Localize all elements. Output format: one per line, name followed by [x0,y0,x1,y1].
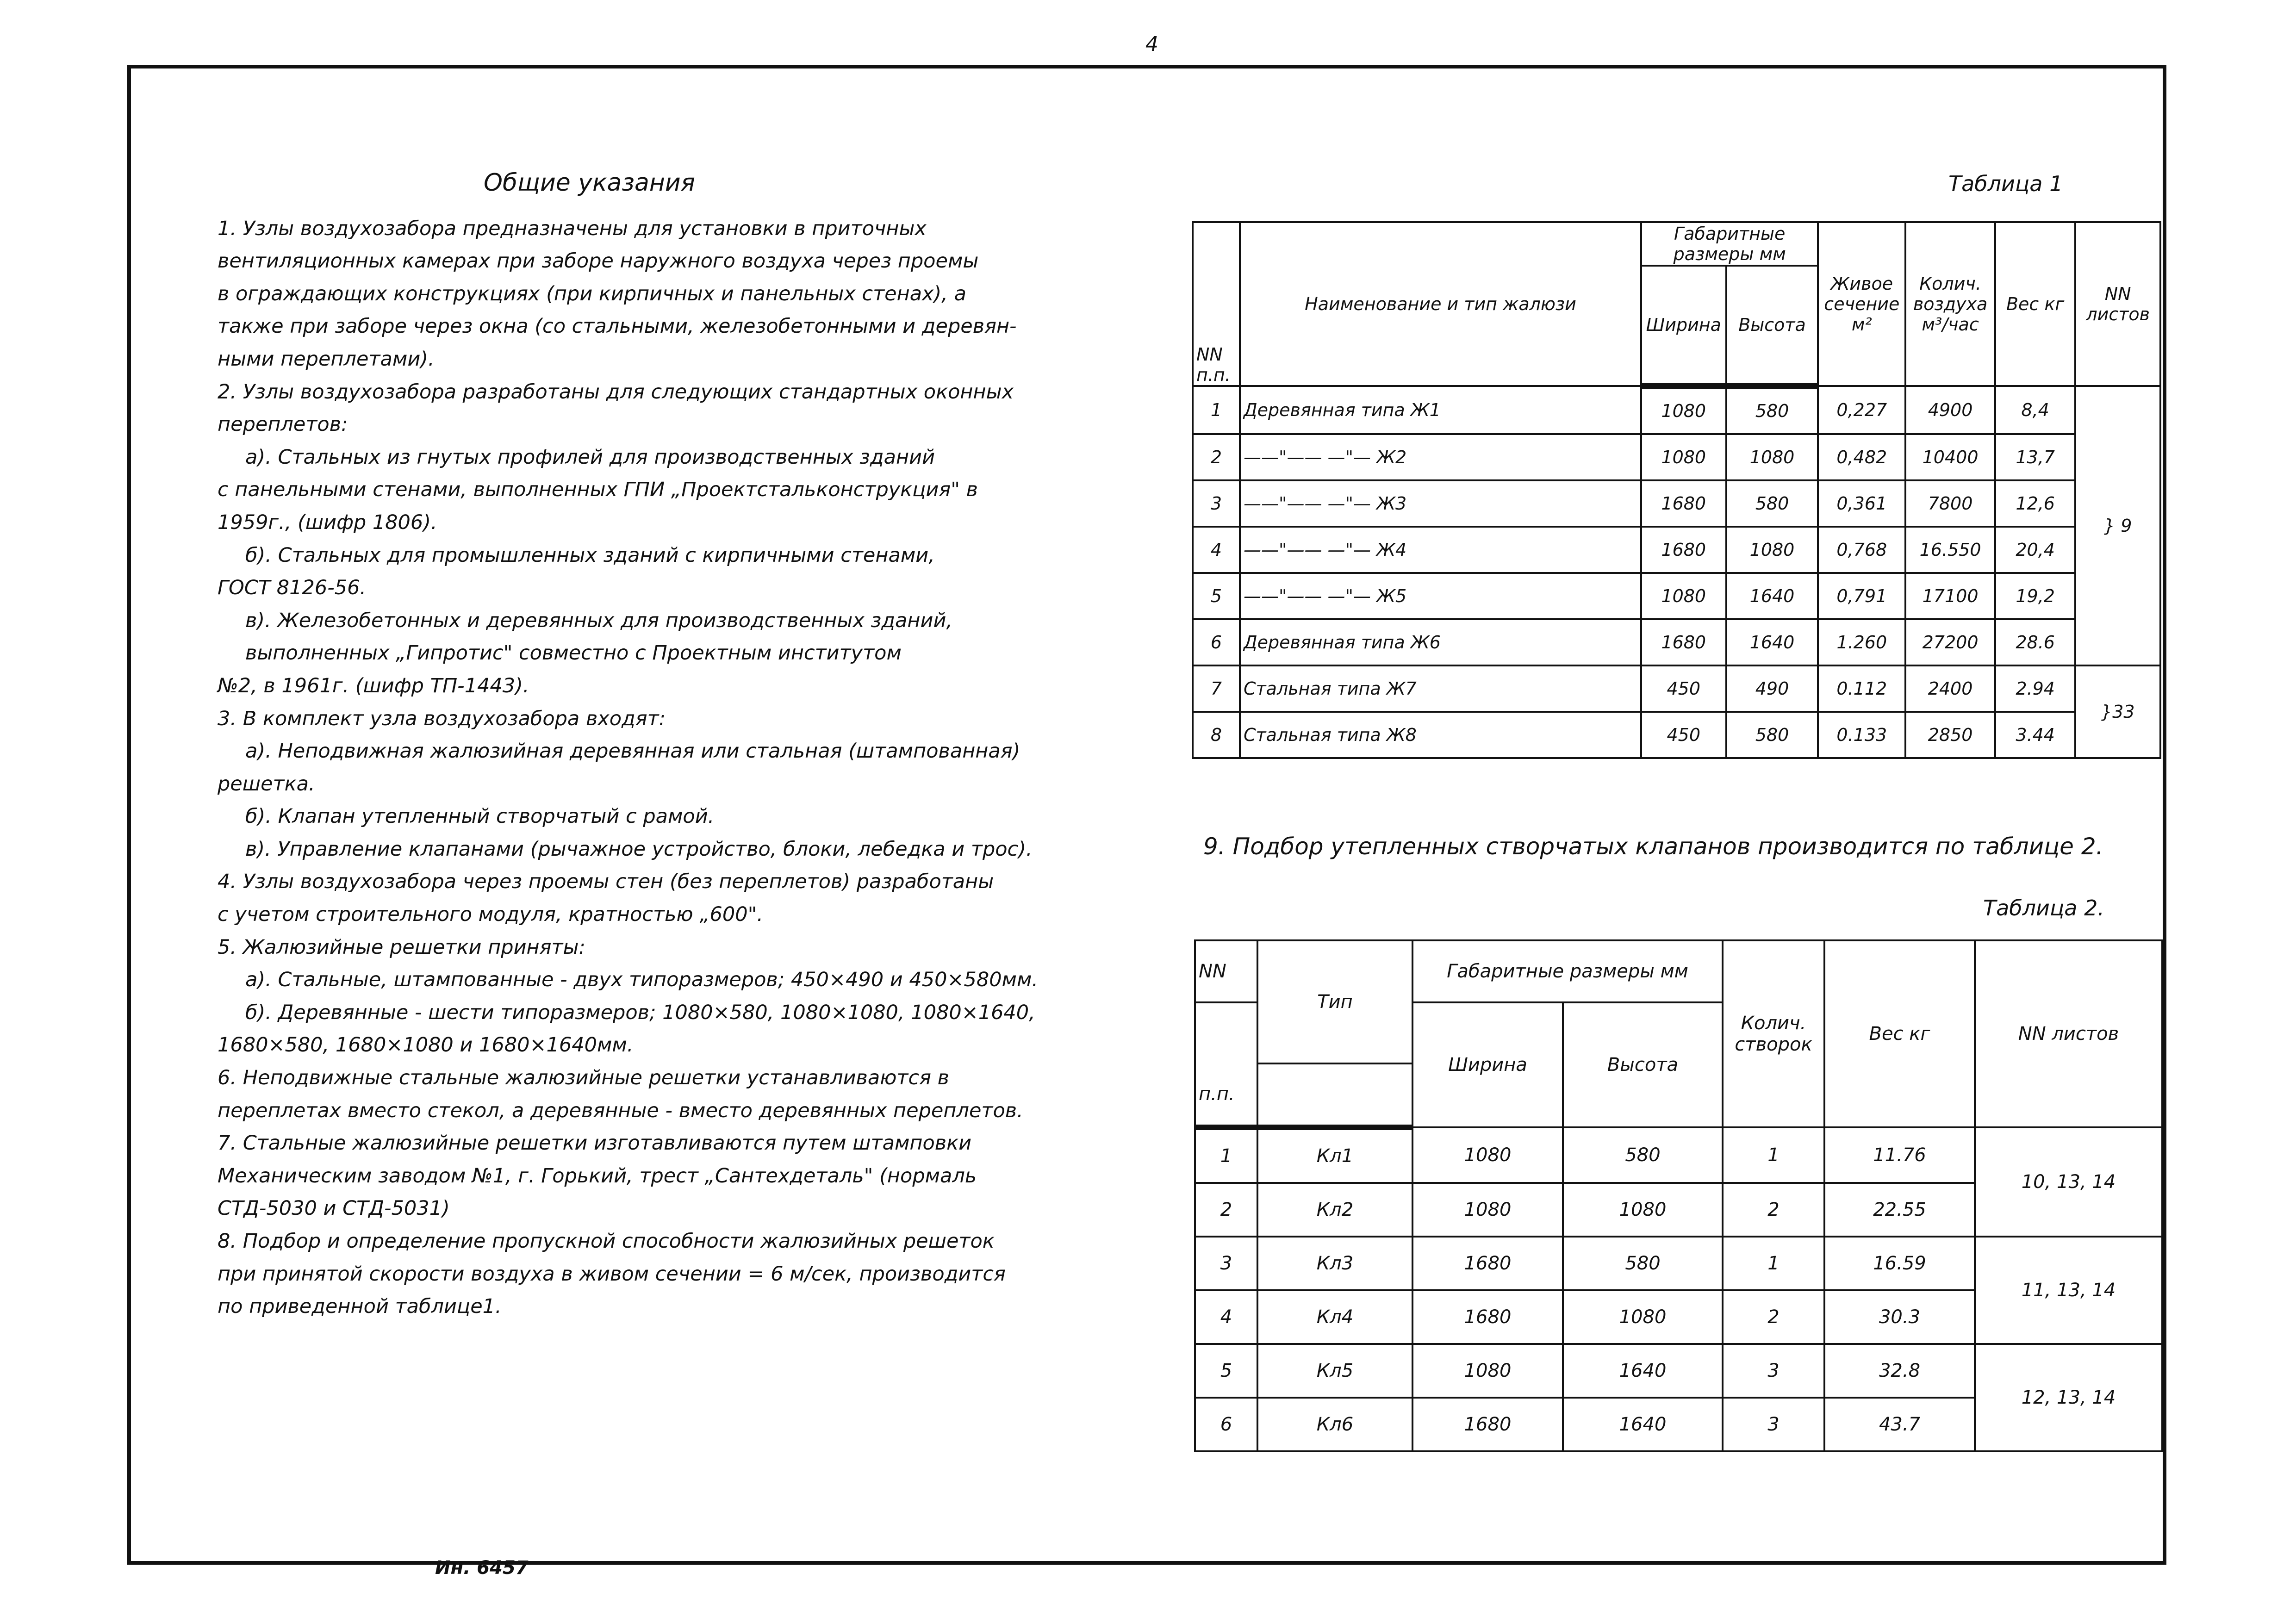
cell-height: 580 [1726,712,1818,758]
note-line: №2, в 1961г. (шифр ТП-1443). [218,674,529,697]
cell-num: 2 [1195,1183,1257,1237]
cell-width: 450 [1641,665,1726,712]
cell-width: 1080 [1412,1183,1563,1237]
cell-flaps: 1 [1723,1127,1824,1183]
note-line: в ограждающих конструкциях (при кирпичных и панельных стенах), а [218,282,966,305]
cell-weight: 30.3 [1824,1290,1975,1344]
col-header-num-cont [1195,1002,1257,1063]
cell-name: ——"—— —"— Ж3 [1240,480,1641,527]
cell-num: 7 [1193,665,1240,712]
col-header-num: NN п.п. [1193,222,1240,386]
cell-airflow: 10400 [1905,434,1995,480]
cell-area: 0,482 [1818,434,1905,480]
note-line: решетка. [218,772,315,796]
note-line: б). Клапан утепленный створчатый с рамой. [245,805,715,828]
cell-sheets-group: 12, 13, 14 [1975,1344,2162,1451]
col-header-area: Живое сечение м² [1818,222,1905,386]
cell-width: 1080 [1641,434,1726,480]
table2-caption: Таблица 2. [1983,895,2104,920]
valve-table [1194,939,2163,1452]
col-header-width: Ширина [1412,1002,1563,1127]
cell-height: 490 [1726,665,1818,712]
note-line: в). Управление клапанами (рычажное устройство, блоки, лебедка и трос). [245,837,1033,861]
note-line: 4. Узлы воздухозабора через проемы стен (без переплетов) разработаны [218,870,994,894]
cell-weight: 20,4 [1995,527,2075,573]
table-row [1193,712,2160,758]
louver-table [1192,221,2161,759]
cell-num: 4 [1193,527,1240,573]
cell-width: 1680 [1641,619,1726,665]
note-line: вентиляционных камерах при заборе наружного воздуха через проемы [218,249,979,273]
cell-flaps: 2 [1723,1290,1824,1344]
cell-width: 1080 [1412,1127,1563,1183]
note-line: 2. Узлы воздухозабора разработаны для следующих стандартных оконных [218,380,1014,404]
col-header-num: NN [1195,940,1257,1002]
cell-width: 1080 [1412,1344,1563,1398]
table-row [1193,619,2160,665]
cell-flaps: 1 [1723,1237,1824,1290]
cell-weight: 2.94 [1995,665,2075,712]
note-9: 9. Подбор утепленных створчатых клапанов производится по таблице 2. [1203,833,2103,860]
table-row [1193,386,2160,434]
cell-weight: 32.8 [1824,1344,1975,1398]
col-header-type-cont [1257,1063,1412,1127]
table-row [1193,665,2160,712]
cell-sheets-group: 11, 13, 14 [1975,1237,2162,1344]
cell-num: 1 [1195,1127,1257,1183]
col-header-weight: Вес кг [1995,222,2075,386]
table-row [1193,527,2160,573]
cell-weight: 19,2 [1995,573,2075,619]
cell-area: 0.133 [1818,712,1905,758]
col-header-type: Тип [1257,940,1412,1063]
cell-width: 450 [1641,712,1726,758]
cell-type: Кл6 [1257,1398,1412,1451]
col-header-name: Наименование и тип жалюзи [1240,222,1641,386]
cell-area: 0,227 [1818,386,1905,434]
cell-width: 1680 [1412,1398,1563,1451]
cell-num: 3 [1193,480,1240,527]
cell-type: Кл3 [1257,1237,1412,1290]
cell-name: Деревянная типа Ж1 [1240,386,1641,434]
cell-width: 1080 [1641,386,1726,434]
col-header-weight: Вес кг [1824,940,1975,1127]
cell-type: Кл2 [1257,1183,1412,1237]
note-line: б). Стальных для промышленных зданий с кирпичными стенами, [245,543,935,567]
cell-name: Стальная типа Ж8 [1240,712,1641,758]
note-line: а). Стальных из гнутых профилей для производственных зданий [245,445,935,469]
table-row [1195,1127,2162,1183]
note-line: 6. Неподвижные стальные жалюзийные решетки устанавливаются в [218,1066,949,1090]
cell-flaps: 3 [1723,1344,1824,1398]
cell-name: ——"—— —"— Ж5 [1240,573,1641,619]
cell-num: 6 [1195,1398,1257,1451]
cell-height: 1080 [1726,527,1818,573]
cell-sheets-group: }33 [2075,665,2160,758]
cell-weight: 28.6 [1995,619,2075,665]
note-line: Механическим заводом №1, г. Горький, трест „Сантехдеталь" (нормаль [218,1164,977,1188]
table1-caption: Таблица 1 [1948,171,2063,196]
note-line: выполненных „Гипротис" совместно с Проектным институтом [245,641,902,665]
cell-weight: 43.7 [1824,1398,1975,1451]
cell-height: 1640 [1726,619,1818,665]
page-number: 4 [1145,32,1158,56]
cell-weight: 11.76 [1824,1127,1975,1183]
cell-area: 1.260 [1818,619,1905,665]
cell-name: Стальная типа Ж7 [1240,665,1641,712]
cell-width: 1080 [1641,573,1726,619]
col-header-num-b: п.п. [1195,1063,1257,1127]
cell-weight: 22.55 [1824,1183,1975,1237]
col-header-airflow: Колич. воздуха м³/час [1905,222,1995,386]
table-row [1193,480,2160,527]
cell-num: 8 [1193,712,1240,758]
cell-width: 1680 [1412,1237,1563,1290]
cell-airflow: 2400 [1905,665,1995,712]
table-row [1193,573,2160,619]
cell-airflow: 2850 [1905,712,1995,758]
cell-height: 1640 [1563,1344,1723,1398]
note-line: 3. В комплект узла воздухозабора входят: [218,707,666,730]
note-line: по приведенной таблице1. [218,1295,502,1318]
col-header-sheets: NN листов [2075,222,2160,386]
note-line: также при заборе через окна (со стальными, железобетонными и деревян- [218,315,1017,338]
note-line: переплетах вместо стекол, а деревянные - вместо деревянных переплетов. [218,1099,1023,1122]
cell-width: 1680 [1412,1290,1563,1344]
cell-sheets-group: } 9 [2075,386,2160,665]
cell-weight: 3.44 [1995,712,2075,758]
cell-airflow: 17100 [1905,573,1995,619]
cell-height: 580 [1563,1127,1723,1183]
note-line: 1959г., (шифр 1806). [218,510,437,534]
cell-type: Кл4 [1257,1290,1412,1344]
cell-width: 1680 [1641,480,1726,527]
cell-weight: 12,6 [1995,480,2075,527]
cell-height: 1640 [1563,1398,1723,1451]
cell-height: 580 [1726,386,1818,434]
cell-height: 580 [1726,480,1818,527]
cell-type: Кл5 [1257,1344,1412,1398]
col-header-dims: Габаритные размеры мм [1641,222,1818,266]
cell-weight: 13,7 [1995,434,2075,480]
cell-airflow: 27200 [1905,619,1995,665]
table-row [1195,1344,2162,1398]
cell-area: 0,768 [1818,527,1905,573]
col-header-height: Высота [1726,266,1818,386]
cell-num: 6 [1193,619,1240,665]
note-line: ГОСТ 8126-56. [218,576,367,600]
cell-name: ——"—— —"— Ж2 [1240,434,1641,480]
cell-height: 1640 [1726,573,1818,619]
cell-airflow: 7800 [1905,480,1995,527]
col-header-sheets: NN листов [1975,940,2162,1127]
col-header-flaps: Колич. створок [1723,940,1824,1127]
note-line: при принятой скорости воздуха в живом сечении = 6 м/сек, производится [218,1262,1006,1286]
cell-num: 5 [1195,1344,1257,1398]
table-row [1195,1237,2162,1290]
cell-type: Кл1 [1257,1127,1412,1183]
note-line: с панельными стенами, выполненных ГПИ „Проектстальконструкция" в [218,478,978,502]
note-line: 1. Узлы воздухозабора предназначены для установки в приточных [218,217,927,240]
cell-flaps: 3 [1723,1398,1824,1451]
cell-airflow: 4900 [1905,386,1995,434]
note-line: 1680×580, 1680×1080 и 1680×1640мм. [218,1033,634,1057]
cell-weight: 8,4 [1995,386,2075,434]
note-line: переплетов: [218,413,348,436]
note-line: в). Железобетонных и деревянных для производственных зданий, [245,609,953,632]
cell-width: 1680 [1641,527,1726,573]
inventory-stamp: Ин. 6457 [435,1557,529,1579]
col-header-width: Ширина [1641,266,1726,386]
cell-num: 5 [1193,573,1240,619]
note-line: СТД-5030 и СТД-5031) [218,1197,450,1220]
cell-height: 580 [1563,1237,1723,1290]
cell-num: 2 [1193,434,1240,480]
cell-area: 0,791 [1818,573,1905,619]
cell-area: 0.112 [1818,665,1905,712]
note-line: а). Неподвижная жалюзийная деревянная или стальная (штампованная) [245,740,1020,763]
cell-num: 1 [1193,386,1240,434]
notes-title: Общие указания [484,169,695,197]
note-line: с учетом строительного модуля, кратностью „600". [218,903,764,927]
cell-height: 1080 [1563,1290,1723,1344]
col-header-height: Высота [1563,1002,1723,1127]
note-line: а). Стальные, штампованные - двух типоразмеров; 450×490 и 450×580мм. [245,968,1039,992]
col-header-dims: Габаритные размеры мм [1412,940,1723,1002]
cell-weight: 16.59 [1824,1237,1975,1290]
cell-num: 3 [1195,1237,1257,1290]
cell-height: 1080 [1726,434,1818,480]
cell-flaps: 2 [1723,1183,1824,1237]
cell-sheets-group: 10, 13, 14 [1975,1127,2162,1237]
cell-area: 0,361 [1818,480,1905,527]
table-row [1193,434,2160,480]
note-line: 8. Подбор и определение пропускной способности жалюзийных решеток [218,1230,995,1253]
note-line: 7. Стальные жалюзийные решетки изготавливаются путем штамповки [218,1132,972,1155]
note-line: ными переплетами). [218,347,435,371]
note-line: б). Деревянные - шести типоразмеров; 1080×580, 1080×1080, 1080×1640, [245,1001,1035,1024]
general-notes [218,167,1143,1323]
cell-name: Деревянная типа Ж6 [1240,619,1641,665]
cell-height: 1080 [1563,1183,1723,1237]
note-line: 5. Жалюзийные решетки приняты: [218,935,585,959]
cell-name: ——"—— —"— Ж4 [1240,527,1641,573]
cell-num: 4 [1195,1290,1257,1344]
cell-airflow: 16.550 [1905,527,1995,573]
